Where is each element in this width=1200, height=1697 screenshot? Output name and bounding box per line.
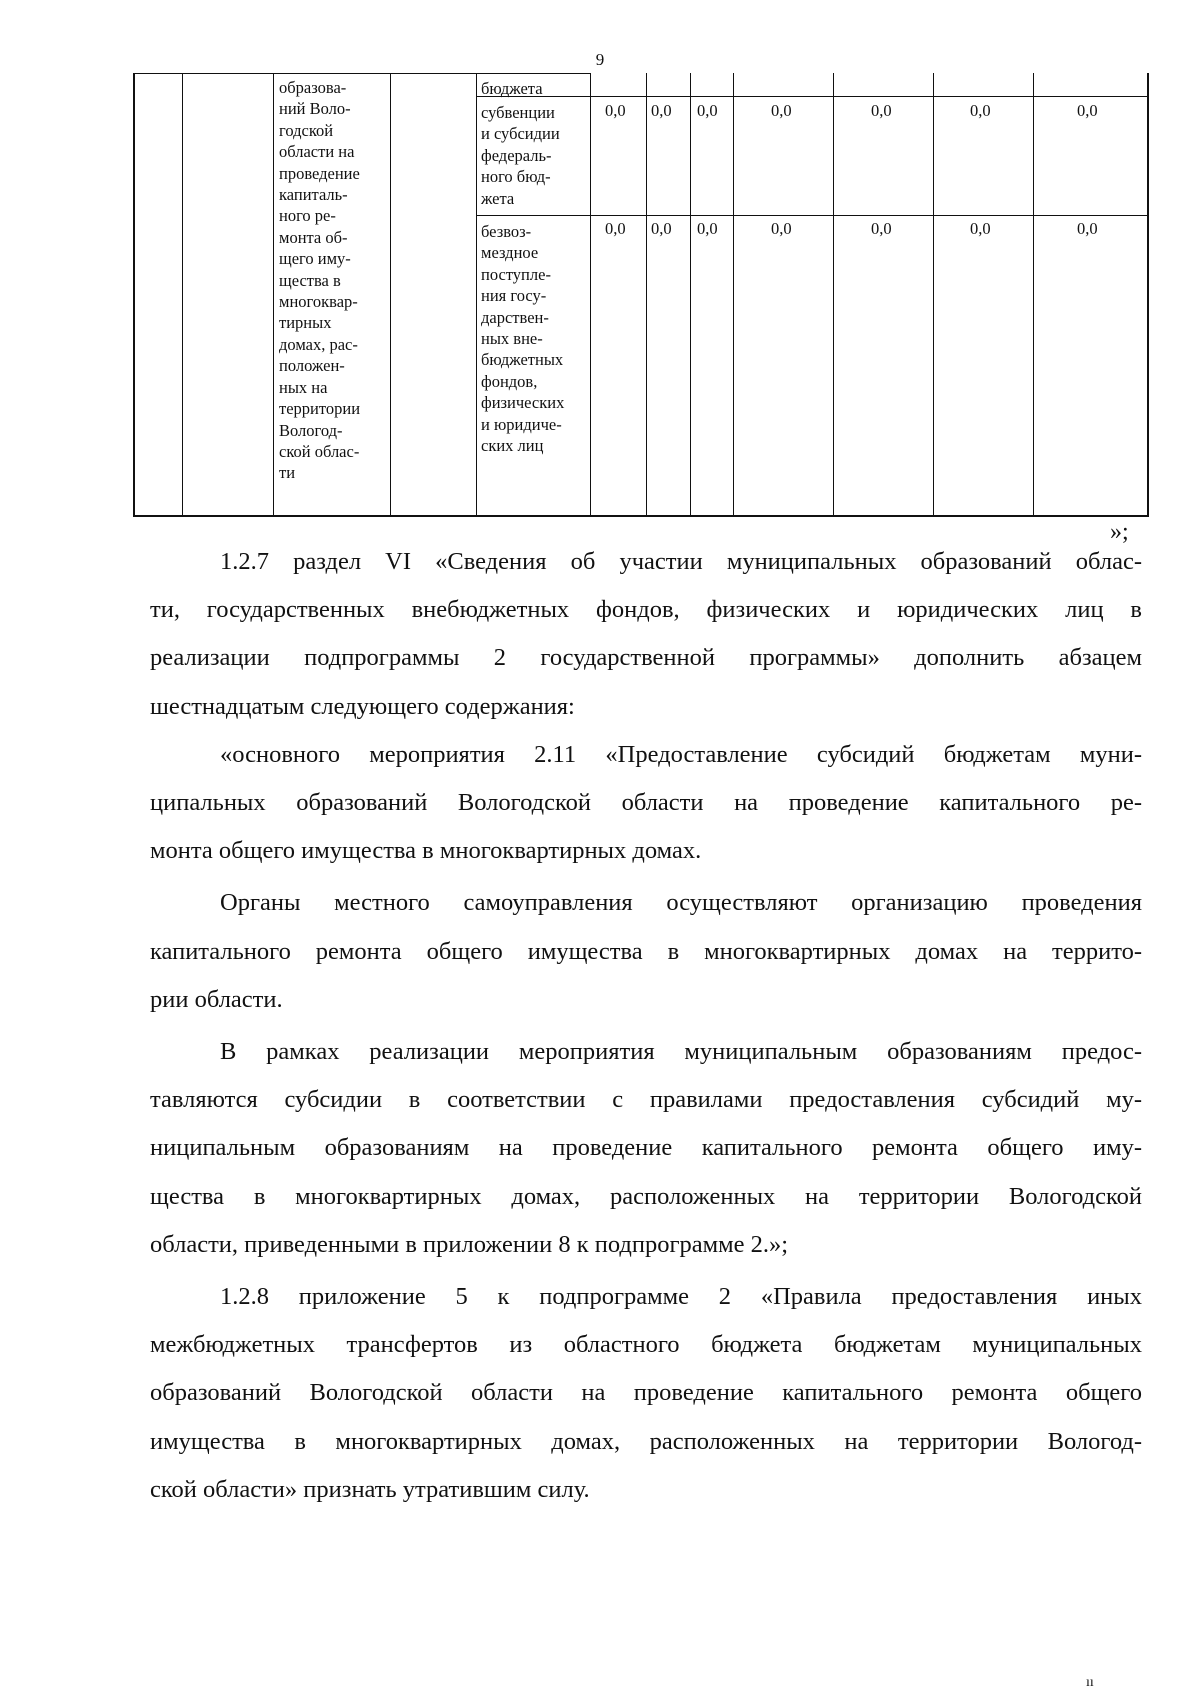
text-line: ской области» признать утратившим силу. [150, 1475, 590, 1503]
text-line: тавляются субсидии в соответствии с правилами предоставления субсидий му- [150, 1086, 1142, 1114]
table-value: 0,0 [970, 219, 991, 238]
table-col-line [1033, 73, 1034, 517]
table-top-line [133, 73, 590, 74]
text-line: щества в многоквартирных домах, расположенных на территории Вологодской [150, 1182, 1142, 1210]
text-line: ниципальным образованиям на проведение капитального ремонта общего иму- [150, 1134, 1142, 1162]
table-col-line [646, 73, 647, 517]
cell-line: капиталь- [279, 185, 348, 205]
table-col-line [690, 73, 691, 517]
closing-quote: »; [1110, 519, 1129, 545]
table-col-line [476, 73, 477, 517]
cell-line: проведение [279, 163, 360, 183]
table-value: 0,0 [605, 219, 626, 238]
cell-line: домах, рас- [279, 334, 358, 354]
text-line: «основного мероприятия 2.11 «Предоставление субсидий бюджетам муни- [220, 740, 1142, 768]
page-number: 9 [595, 50, 605, 69]
cell-line: дарствен- [481, 307, 549, 327]
table-col-line [182, 73, 183, 517]
text-line: капитального ремонта общего имущества в многоквартирных домах на террито- [150, 937, 1142, 965]
table-border-right [1147, 73, 1149, 517]
text-line: межбюджетных трансфертов из областного бюджета бюджетам муниципальных [150, 1331, 1142, 1359]
cell-line: ти [279, 463, 296, 483]
cell-line: ний Воло- [279, 99, 351, 119]
cell-line: ного бюд- [481, 167, 551, 187]
text-line: Органы местного самоуправления осуществляют организацию проведения [220, 889, 1142, 917]
cell-line: фондов, [481, 371, 538, 391]
cell-line: Вологод- [279, 420, 343, 440]
table-value: 0,0 [651, 101, 672, 120]
table-row-label [481, 102, 589, 209]
text-line: В рамках реализации мероприятия муниципальным образованиям предос- [220, 1038, 1142, 1066]
table-value: 0,0 [771, 101, 792, 120]
table-border-left [133, 73, 135, 517]
table-bottom-line [133, 515, 1149, 517]
table-row-line [476, 215, 1148, 216]
table-value: 0,0 [1077, 219, 1098, 238]
text-line: образований Вологодской области на проведение капитального ремонта общего [150, 1379, 1142, 1407]
cell-line: жета [481, 188, 515, 208]
text-line: 1.2.7 раздел VI «Сведения об участии муниципальных образований облас- [220, 548, 1142, 575]
cell-line: мездное [481, 243, 539, 263]
table-value: 0,0 [651, 219, 672, 238]
cell-line: ных на [279, 377, 328, 397]
text-line: ципальных образований Вологодской области на проведение капитального ре- [150, 789, 1142, 817]
text-line: 1.2.8 приложение 5 к подпрограмме 2 «Правила предоставления иных [220, 1283, 1142, 1311]
cell-line: щего иму- [279, 249, 351, 269]
cell-line: бюджетных [481, 350, 564, 370]
cell-line: ного ре- [279, 206, 336, 226]
cell-line: федераль- [481, 145, 552, 165]
cell-line: и юридиче- [481, 414, 562, 434]
text-line: рии области. [150, 985, 283, 1013]
table-col-line [390, 73, 391, 517]
text-line: шестнадцатым следующего содержания: [150, 692, 575, 720]
cell-line: ных вне- [481, 329, 543, 349]
cell-line: ских лиц [481, 436, 544, 456]
table-value: 0,0 [771, 219, 792, 238]
cell-line: ской облас- [279, 441, 360, 461]
cell-line: безвоз- [481, 222, 532, 241]
table-col-line [833, 73, 834, 517]
table-row-label [481, 78, 589, 99]
text-line: монта общего имущества в многоквартирных домах. [150, 837, 702, 865]
cell-line: поступле- [481, 264, 551, 284]
table-value: 0,0 [871, 101, 892, 120]
cell-line: образова- [279, 78, 347, 97]
table-value: 0,0 [697, 219, 718, 238]
cell-line: многоквар- [279, 292, 358, 312]
cell-line: тирных [279, 313, 332, 333]
cell-line: щества в [279, 270, 341, 290]
cell-line: бюджета [481, 79, 543, 98]
table-value: 0,0 [871, 219, 892, 238]
table-value: 0,0 [605, 101, 626, 120]
text-line: реализации подпрограммы 2 государственной программы» дополнить абзацем [150, 644, 1142, 672]
table-col-line [933, 73, 934, 517]
table-value: 0,0 [1077, 101, 1098, 120]
text-line: имущества в многоквартирных домах, расположенных на территории Вологод- [150, 1427, 1142, 1455]
table-value: 0,0 [697, 101, 718, 120]
table-cell-purpose [279, 77, 389, 484]
cell-line: области на [279, 142, 355, 162]
table-row-label [481, 221, 589, 456]
body-text [150, 538, 1142, 1514]
cell-line: ния госу- [481, 286, 547, 306]
cell-line: и субсидии [481, 124, 560, 144]
cell-line: субвенции [481, 103, 555, 122]
corner-mark: ıı [1086, 1675, 1094, 1690]
table-value: 0,0 [970, 101, 991, 120]
table-col-line [273, 73, 274, 517]
cell-line: монта об- [279, 227, 348, 247]
cell-line: физических [481, 393, 565, 413]
table-col-line [733, 73, 734, 517]
cell-line: положен- [279, 356, 345, 376]
text-line: области, приведенными в приложении 8 к подпрограмме 2.»; [150, 1230, 789, 1258]
cell-line: годской [279, 120, 334, 140]
cell-line: территории [279, 399, 361, 419]
text-line: ти, государственных внебюджетных фондов, физических и юридических лиц в [150, 596, 1142, 624]
table-col-line [590, 73, 591, 517]
